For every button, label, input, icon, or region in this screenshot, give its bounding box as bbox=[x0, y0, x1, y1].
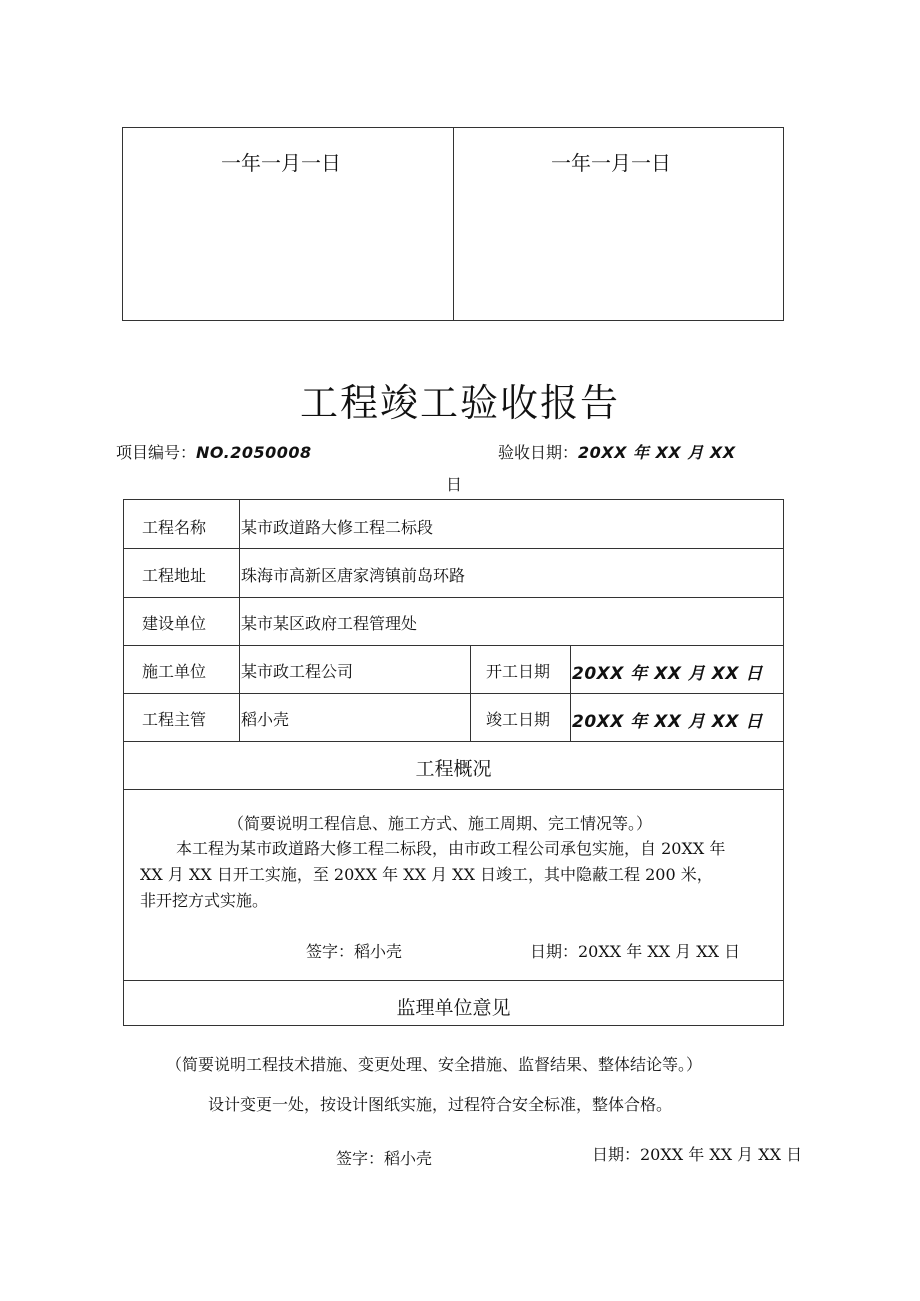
value-project-name: 某市政道路大修工程二标段 bbox=[241, 518, 434, 537]
value-project-address: 珠海市高新区唐家湾镇前岛环路 bbox=[241, 566, 466, 585]
project-number bbox=[116, 440, 312, 463]
overview-body-line1: 本工程为某市政道路大修工程二标段，由市政工程公司承包实施，自 20XX 年 bbox=[176, 839, 726, 858]
project-info-table bbox=[123, 499, 784, 1026]
page-title: 工程竣工验收报告 bbox=[299, 381, 620, 425]
row-divider bbox=[124, 548, 783, 549]
column-divider bbox=[570, 645, 571, 741]
label-start-date: 开工日期 bbox=[486, 662, 551, 681]
overview-heading: 工程概况 bbox=[415, 758, 492, 780]
supervision-signature: 签字：稻小壳 bbox=[336, 1149, 433, 1168]
label-manager: 工程主管 bbox=[142, 710, 207, 729]
label-project-address: 工程地址 bbox=[142, 566, 207, 585]
signature-date-table bbox=[122, 127, 784, 321]
overview-hint: （简要说明工程信息、施工方式、施工周期、完工情况等。） bbox=[228, 814, 653, 833]
row-divider bbox=[124, 980, 783, 981]
acceptance-date-label: 验收日期： bbox=[498, 443, 579, 462]
overview-date: 日期：20XX 年 XX 月 XX 日 bbox=[530, 942, 741, 961]
value-manager: 稻小壳 bbox=[241, 710, 290, 729]
project-number-label: 项目编号： bbox=[116, 443, 197, 462]
project-number-value: NO.2050008 bbox=[196, 443, 312, 462]
left-signature-date: 一年一月一日 bbox=[221, 151, 341, 175]
supervision-hint: （简要说明工程技术措施、变更处理、安全措施、监督结果、整体结论等。） bbox=[166, 1055, 703, 1074]
label-contractor: 施工单位 bbox=[142, 662, 207, 681]
value-contractor: 某市政工程公司 bbox=[241, 662, 354, 681]
row-divider bbox=[124, 741, 783, 742]
value-completion-date: 20XX 年 XX 月 XX 日 bbox=[572, 712, 763, 732]
supervision-body: 设计变更一处，按设计图纸实施，过程符合安全标准，整体合格。 bbox=[208, 1095, 673, 1114]
value-start-date: 20XX 年 XX 月 XX 日 bbox=[572, 664, 763, 684]
row-divider bbox=[124, 789, 783, 790]
label-completion-date: 竣工日期 bbox=[486, 710, 551, 729]
right-signature-date: 一年一月一日 bbox=[551, 151, 671, 175]
column-divider bbox=[239, 500, 240, 741]
table-divider bbox=[453, 128, 454, 320]
label-builder: 建设单位 bbox=[142, 614, 207, 633]
row-divider bbox=[124, 645, 783, 646]
supervision-date: 日期：20XX 年 XX 月 XX 日 bbox=[592, 1145, 803, 1164]
acceptance-date bbox=[498, 440, 736, 463]
label-project-name: 工程名称 bbox=[142, 518, 207, 537]
row-divider bbox=[124, 597, 783, 598]
acceptance-date-day: 日 bbox=[446, 475, 463, 494]
overview-signature: 签字：稻小壳 bbox=[306, 942, 403, 961]
value-builder: 某市某区政府工程管理处 bbox=[241, 614, 418, 633]
column-divider bbox=[470, 645, 471, 741]
supervision-heading: 监理单位意见 bbox=[396, 997, 511, 1019]
overview-body-line2: XX 月 XX 日开工实施，至 20XX 年 XX 月 XX 日竣工，其中隐蔽工程 200 米， bbox=[140, 865, 713, 884]
acceptance-date-value: 20XX 年 XX 月 XX bbox=[578, 443, 736, 462]
overview-body-line3: 非开挖方式实施。 bbox=[140, 891, 269, 910]
row-divider bbox=[124, 693, 783, 694]
